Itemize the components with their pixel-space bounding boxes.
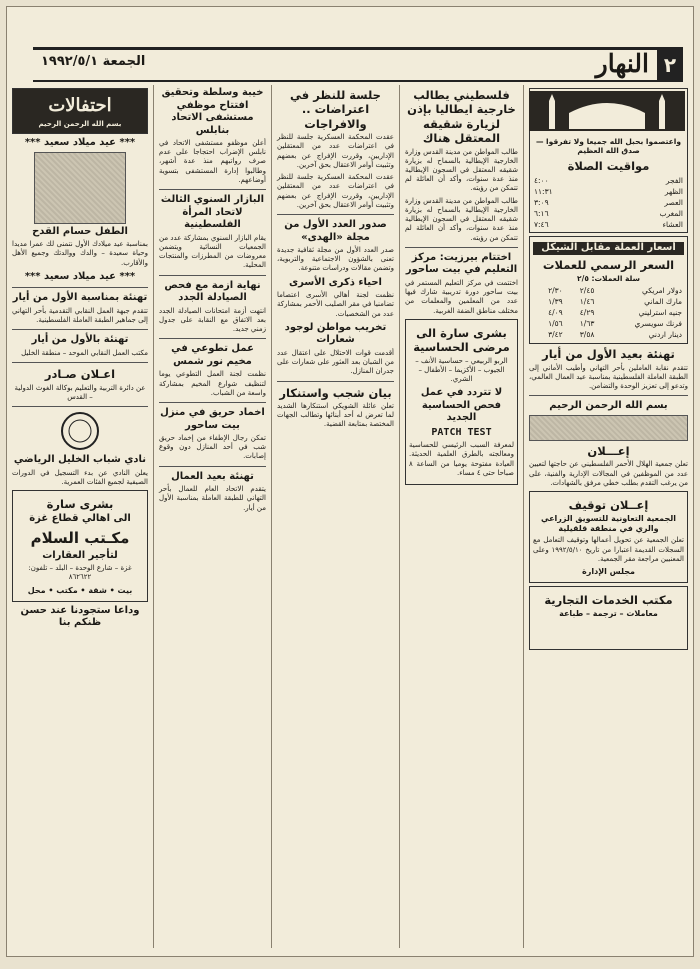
currency-box: [529, 236, 688, 344]
notice-text: عن دائرة التربية والتعليم بوكالة الغوث الدولية – القدس: [14, 383, 146, 401]
rate-currency: جنيه استرليني: [638, 308, 682, 318]
feature-title: احتفالات: [48, 95, 112, 116]
article-1-headline: فلسطيني يطالب خارجية ايطاليا بإذن لزيارة شقيقه المعتقل هناك: [407, 88, 516, 146]
coop-text: تعلن الجمعية عن تحويل أعمالها وتوقيف التعامل مع السجلات القديمة اعتبارا من تاريخ ١٩٩٢/٥/١٠ وعلى المعنيين مراجعة مقر الجمعية.: [533, 536, 684, 563]
club-emblem: [60, 411, 100, 451]
feature-basmala: بسم الله الرحمن الرحيم: [38, 119, 122, 128]
rate-sell: ١/٣٩: [548, 297, 563, 307]
society-logo-banner: [529, 415, 688, 441]
prayer-row: [532, 219, 685, 230]
coop-notice: [529, 491, 688, 583]
coop-title: إعــلان توقيف: [568, 498, 649, 513]
rate-currency: دينار اردني: [648, 330, 682, 340]
article-12-headline: اخماد حريق في منزل بيت ساحور: [160, 407, 265, 431]
congrats-1-title: تهنئة بمناسبة الأول من أيار: [12, 292, 148, 304]
feature-banner: [12, 88, 148, 134]
article-5-headline: احياء ذكرى الأسرى: [289, 276, 382, 288]
congrats-1-text: تتقدم جبهة العمل النقابي التقدمية بأحر التهاني إلى جماهير الطبقة العاملة الفلسطينية.: [12, 306, 148, 325]
bashra-subtitle: الى اهالي قطاع غزة: [29, 513, 131, 525]
allergy-text: لمعرفة السبب الرئيسي للحساسية ومعالجته بالطرق العلمية الحديثة. العيادة مفتوحة يوميا من الساعة ٨ صباحا حتى ٤ مساء.: [409, 441, 514, 477]
rate-row: [533, 285, 684, 296]
final-line: وداعا ستجودنا عند حسن ظنكم بنا: [20, 604, 140, 629]
article-9-headline: البازار السنوي الثالث لاتحاد المرأة الفلسطينية: [160, 194, 265, 231]
prayer-name: العصر: [664, 198, 683, 208]
currency-title: أسعار العملة مقابل الشيكل: [533, 242, 684, 255]
office-title: مكـتب السلام: [30, 528, 130, 547]
article-13-body: يتقدم الاتحاد العام للعمال بأحر التهاني للطبقة العاملة بمناسبة الأول من أيار.: [159, 485, 266, 512]
column-4: [153, 85, 271, 948]
article-3-body: عقدت المحكمة العسكرية جلسة للنظر في اعتراضات عدد من المعتقلين الإداريين، وقررت الإفراج عن بعضهم وتثبيت أوامر الاعتقال بحق آخرين.: [277, 133, 394, 169]
currency-subtitle: السعر الرسمي للعملات: [542, 257, 675, 272]
allergy-title: بشرى سارة الى مرضى الحساسية: [413, 325, 510, 355]
notice-title: اعـلان صـادر: [44, 367, 116, 382]
mosque-illustration: [529, 91, 685, 131]
congrats-text: تتقدم نقابة العاملين بأحر التهاني وأطيب الأماني إلى الطبقة العاملة الفلسطينية بمناسبة عيد العمال العالمي، وتدعو إلى تعزيز الوحدة والتضامن.: [529, 363, 688, 391]
rate-sell: ١/٥٦: [548, 319, 563, 329]
article-3-headline: جلسة للنظر في اعتراضات .. والافراجات: [290, 88, 381, 131]
article-10-headline: نهاية ازمة مع فحص الصيادلة الجدد: [164, 279, 261, 304]
allergy-ad: [405, 319, 518, 485]
bottom-ad-text: معاملات – ترجمة – طباعة: [559, 609, 658, 619]
prayer-title: مواقيت الصلاة: [567, 158, 650, 173]
column-5: [7, 85, 153, 948]
prayer-name: الظهر: [664, 187, 683, 197]
office-subtitle: لتأجير العقارات: [42, 549, 118, 561]
rate-row: [533, 318, 684, 329]
article-2-body: اختتمت في مركز التعليم المستمر في بيت ساحور دورة تدريبية شارك فيها عدد من المعلمين والمعلمات من مختلف مناطق الضفة الغربية.: [405, 278, 518, 315]
article-5-body: نظمت لجنة أهالي الأسرى اعتصاما تضامنيا في مقر الصليب الأحمر بمشاركة عدد من الشخصيات.: [277, 291, 394, 318]
society-text: تعلن جمعية الهلال الأحمر الفلسطيني عن حاجتها لتعيين عدد من الموظفين في المجالات الإدارية والفنية، على من يرغب التقدم بطلب خطي مرفق بالشهادات.: [529, 460, 688, 487]
prayer-row: [532, 186, 685, 197]
prayer-row: [532, 208, 685, 219]
currency-note: سلة العملات: ٢/٥: [577, 274, 640, 283]
prayer-time: ٤:٠٠: [534, 176, 549, 186]
basmala: بسم الله الرحمن الرحيم: [549, 400, 668, 412]
article-1-body-cont: طالب المواطن من مدينة القدس وزارة الخارجية الإيطالية بالسماح له بزيارة شقيقه المعتقل في السجون الإيطالية منذ عدة سنوات، وأكد أن العائلة لم تتمكن من رؤيته.: [405, 196, 518, 242]
prayer-time: ١١:٣١: [534, 187, 553, 197]
patch-test: PATCH TEST: [431, 426, 492, 438]
newspaper-page: [6, 6, 694, 957]
photo-caption: الطفل حسام القدح: [32, 225, 128, 237]
bottom-ad-title: مكتب الخدمات التجارية: [544, 593, 673, 608]
rate-row: [533, 296, 684, 307]
article-7-body: تعلن عائلة الشويكي استنكارها الشديد لما تعرض له أحد أبنائها وتطالب الجهات المختصة بمتابعة القضية.: [277, 401, 394, 429]
column-3: [271, 85, 399, 948]
rate-currency: مارك الماني: [644, 297, 682, 307]
article-7-headline: بيان شجب واستنكار: [279, 385, 392, 400]
article-8-headline: خيبة وسلطة وتحقيق افتتاح موظفي مستشفى الاتحاد بنابلس: [161, 87, 264, 136]
article-3-body-cont: عقدت المحكمة العسكرية جلسة للنظر في اعتراضات عدد من المعتقلين الإداريين، وقررت الإفراج عن بعضهم وتثبيت أوامر الاعتقال بحق آخرين.: [277, 173, 394, 209]
allergy-subtitle: لا تتردد في عمل فحص الحساسية الجديد: [420, 387, 503, 424]
prayer-name: العشاء: [662, 220, 683, 230]
rate-sell: ٤/٠٩: [548, 308, 563, 318]
rate-buy: ٣/٥٨: [579, 330, 595, 340]
real-estate-ad: [12, 490, 148, 602]
masthead: [33, 47, 683, 82]
rate-currency: دولار امريكي: [642, 286, 682, 296]
congrats-2-text: مكتب العمل النقابي الموحد – منطقة الخليل: [21, 348, 148, 357]
issue-date: الجمعة ١٩٩٢/٥/١: [41, 54, 146, 69]
birthday-text: بمناسبة عيد ميلادك الأول نتمنى لك عمرا مديدا وحياة سعيدة – والدك ووالدتك وجميع الأهل والأقارب.: [12, 240, 148, 267]
prayer-times-box: [529, 88, 688, 233]
prayer-time: ٦:١٦: [534, 209, 549, 219]
child-photo: [34, 152, 126, 224]
prayer-row: [532, 197, 685, 208]
article-4-body: صدر العدد الأول من مجلة ثقافية جديدة تعنى بالشؤون الاجتماعية والتربوية، وتضمن مقالات ودراسات متنوعة.: [277, 246, 394, 273]
congrats-2-title: تهنئة بالأول من أيار: [31, 334, 129, 346]
congrats-title: تهنئة بعيد الأول من أيار: [542, 347, 675, 362]
prayer-name: الفجر: [665, 176, 683, 186]
rate-sell: ٣/٤٢: [548, 330, 563, 340]
currency-table: [533, 285, 684, 340]
article-2-headline: اختتام بيرزيت: مركز التعليم في بيت ساحور: [405, 251, 518, 276]
society-title: إعـــلان: [587, 443, 630, 458]
prayer-verse: واعتصموا بحبل الله جميعا ولا تفرقوا — صدق الله العظيم: [535, 137, 682, 156]
rate-buy: ١/٤٦: [579, 297, 595, 307]
rate-buy: ٢/٤٥: [579, 286, 595, 296]
article-9-body: يقام البازار السنوي بمشاركة عدد من الجمعيات النسائية ويتضمن معروضات من المطرزات والمنتجات المحلية.: [159, 233, 266, 270]
article-11-headline: عمل تطوعي في مخيم نور شمس: [171, 343, 254, 367]
birthday-header: *** عيد ميلاد سعيد ***: [24, 137, 136, 149]
office-items: بيت • شقة • مكتب • محل: [27, 585, 133, 595]
rate-buy: ١/٦٣: [579, 319, 595, 329]
club-title: نادي شباب الخليل الرياضي: [13, 454, 147, 465]
article-6-headline: تخريب مواطن لوجود شعارات: [284, 321, 387, 346]
club-text: يعلن النادي عن بدء التسجيل في الدورات الصيفية لجميع الفئات العمرية.: [12, 468, 148, 486]
prayer-time: ٣:٠٩: [534, 198, 549, 208]
birthday-header-2: *** عيد ميلاد سعيد ***: [24, 270, 136, 282]
column-2: [399, 85, 523, 948]
article-10-body: انتهت أزمة امتحانات الصيادلة الجدد بعد الاتفاق مع النقابة على جدول زمني جديد.: [159, 306, 266, 334]
bottom-ad: [529, 586, 688, 650]
coop-sign: مجلس الإدارة: [582, 567, 635, 577]
rate-row: [533, 329, 684, 340]
newspaper-logo: النهار: [595, 49, 649, 78]
article-6-body: أقدمت قوات الاحتلال على اعتقال عدد من الشبان بعد العثور على شعارات على جدران المنازل.: [277, 348, 394, 376]
office-address: غزة – شارع الوحدة – البلد – تلفون: ٨٦٢٦٢٢: [28, 564, 132, 582]
column-1: [523, 85, 693, 948]
article-13-headline: تهنئة بعيد العمال: [171, 470, 254, 482]
prayer-table: [532, 175, 685, 230]
bashra-title: بشرى سارة: [46, 496, 114, 511]
prayer-name: المغرب: [659, 209, 683, 219]
article-11-body: نظمت لجنة العمل التطوعي يوما لتنظيف شوارع المخيم بمشاركة واسعة من الشباب.: [159, 370, 266, 397]
rate-sell: ٢/٣٠: [548, 286, 563, 296]
article-1-body: طالب المواطن من مدينة القدس وزارة الخارجية الإيطالية بالسماح له بزيارة شقيقه المعتقل في السجون الإيطالية منذ عدة سنوات، وأكد أن العائلة لم تتمكن من رؤيته.: [405, 147, 518, 193]
prayer-row: [532, 175, 685, 186]
article-4-headline: صدور العدد الأول من مجلة «الهدى»: [284, 219, 387, 243]
coop-subtitle: الجمعية التعاونية للتسويق الزراعي والري في منطقة قلقيلية: [540, 514, 677, 534]
prayer-time: ٧:٤٦: [534, 220, 549, 230]
rate-currency: فرنك سويسري: [634, 319, 682, 329]
article-12-body: تمكن رجال الإطفاء من إخماد حريق شب في أحد المنازل دون وقوع إصابات.: [159, 434, 266, 461]
allergy-list: الربو الربيعي – حساسية الأنف – الجيوب – الأكزيما – الأطفال – الشري.: [415, 356, 508, 383]
rate-buy: ٤/٢٩: [579, 308, 595, 318]
rate-row: [533, 307, 684, 318]
page-number: ٢: [657, 50, 683, 80]
article-8-body: أعلن موظفو مستشفى الاتحاد في نابلس الإضراب احتجاجا على عدم صرف رواتبهم منذ عدة أشهر، وطالبوا إدارة المستشفى بتسوية أوضاعهم.: [159, 139, 266, 184]
